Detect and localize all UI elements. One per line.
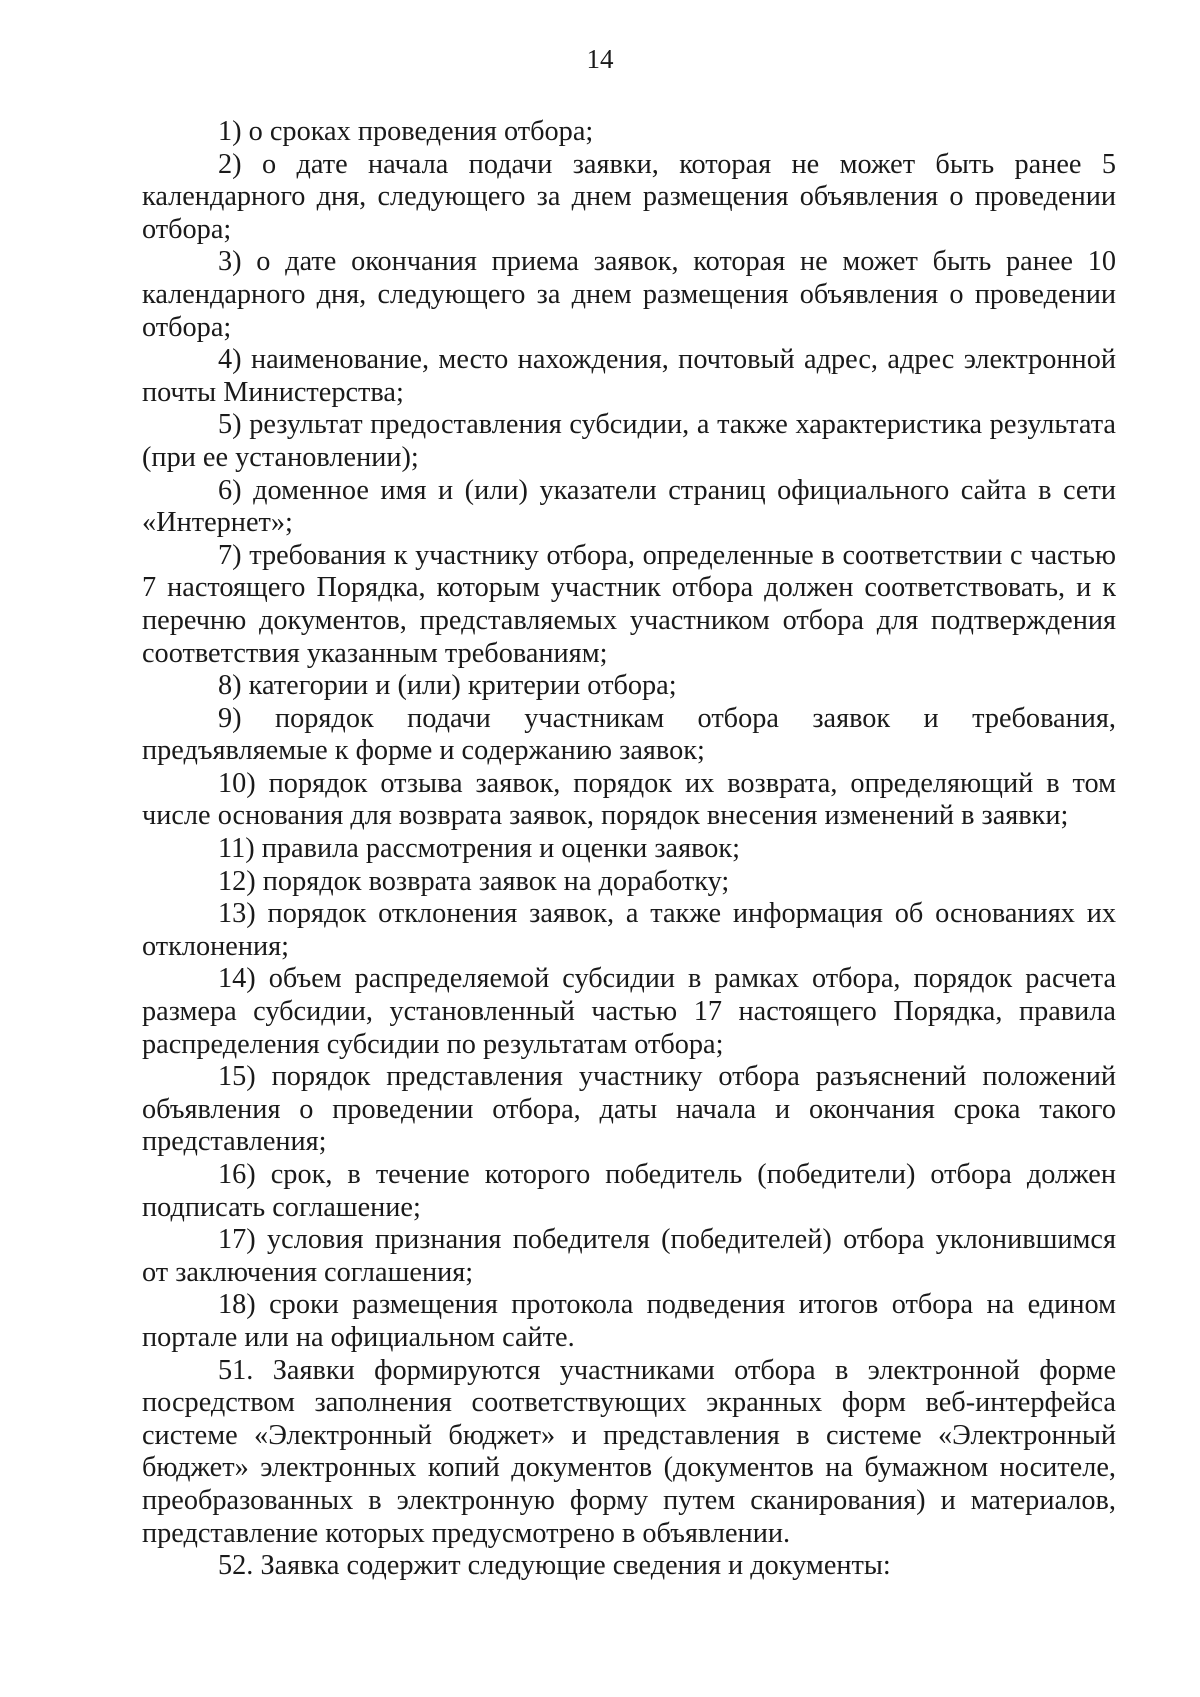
paragraph-item-6: 6) доменное имя и (или) указатели страниц официального сайта в сети «Интернет»; bbox=[142, 474, 1116, 539]
paragraph-item-7: 7) требования к участнику отбора, определенные в соответствии с частью 7 настоящего Порядка, которым участник отбора должен соответствовать, и к перечню документов, представляемых участником отбора для подтверждения соответствия указанным требованиям; bbox=[142, 539, 1116, 669]
paragraph-item-11: 11) правила рассмотрения и оценки заявок; bbox=[218, 833, 741, 865]
paragraph-item-14: 14) объем распределяемой субсидии в рамках отбора, порядок расчета размера субсидии, установленный частью 17 настоящего Порядка, правила распределения субсидии по результатам отбора; bbox=[142, 963, 1116, 1060]
paragraph-clause-51: 51. Заявки формируются участниками отбора в электронной форме посредством заполнения соответствующих экранных форм веб-интерфейса системе «Электронный бюджет» и представления в системе «Электронный бюджет» электронных копий документов (документов на бумажном носителе, преобразованных в электронную форму путем сканирования) и материалов, представление которых предусмотрено в объявлении. bbox=[142, 1354, 1116, 1549]
paragraph-item-15: 15) порядок представления участнику отбора разъяснений положений объявления о проведении отбора, даты начала и окончания срока такого представления; bbox=[142, 1061, 1116, 1158]
paragraph-item-3: 3) о дате окончания приема заявок, которая не может быть ранее 10 календарного дня, следующего за днем размещения объявления о проведении отбора; bbox=[142, 246, 1116, 343]
paragraph-item-1: 1) о сроках проведения отбора; bbox=[218, 116, 594, 147]
paragraph-clause-52: 52. Заявка содержит следующие сведения и документы: bbox=[218, 1550, 891, 1582]
page-number: 14 bbox=[586, 44, 614, 74]
paragraph-item-5: 5) результат предоставления субсидии, а также характеристика результата (при ее установлении); bbox=[142, 409, 1116, 473]
paragraph-item-4: 4) наименование, место нахождения, почтовый адрес, адрес электронной почты Министерства; bbox=[142, 344, 1116, 408]
paragraph-item-8: 8) категории и (или) критерии отбора; bbox=[218, 670, 677, 702]
paragraph-item-10: 10) порядок отзыва заявок, порядок их возврата, определяющий в том числе основания для возврата заявок, порядок внесения изменений в заявки; bbox=[142, 767, 1116, 832]
paragraph-item-12: 12) порядок возврата заявок на доработку; bbox=[218, 865, 730, 897]
paragraph-item-17: 17) условия признания победителя (победителей) отбора уклонившимся от заключения соглашения; bbox=[142, 1224, 1116, 1288]
paragraph-item-13: 13) порядок отклонения заявок, а также информация об основаниях их отклонения; bbox=[142, 898, 1116, 962]
paragraph-item-18: 18) сроки размещения протокола подведения итогов отбора на едином портале или на официальном сайте. bbox=[142, 1289, 1116, 1353]
paragraph-item-9: 9) порядок подачи участникам отбора заявок и требования, предъявляемые к форме и содержанию заявок; bbox=[142, 702, 1116, 767]
paragraph-item-2: 2) о дате начала подачи заявки, которая не может быть ранее 5 календарного дня, следующего за днем размещения объявления о проведении отбора; bbox=[142, 148, 1116, 245]
paragraph-item-16: 16) срок, в течение которого победитель (победители) отбора должен подписать соглашение; bbox=[142, 1159, 1116, 1223]
document-body bbox=[142, 116, 1116, 1583]
